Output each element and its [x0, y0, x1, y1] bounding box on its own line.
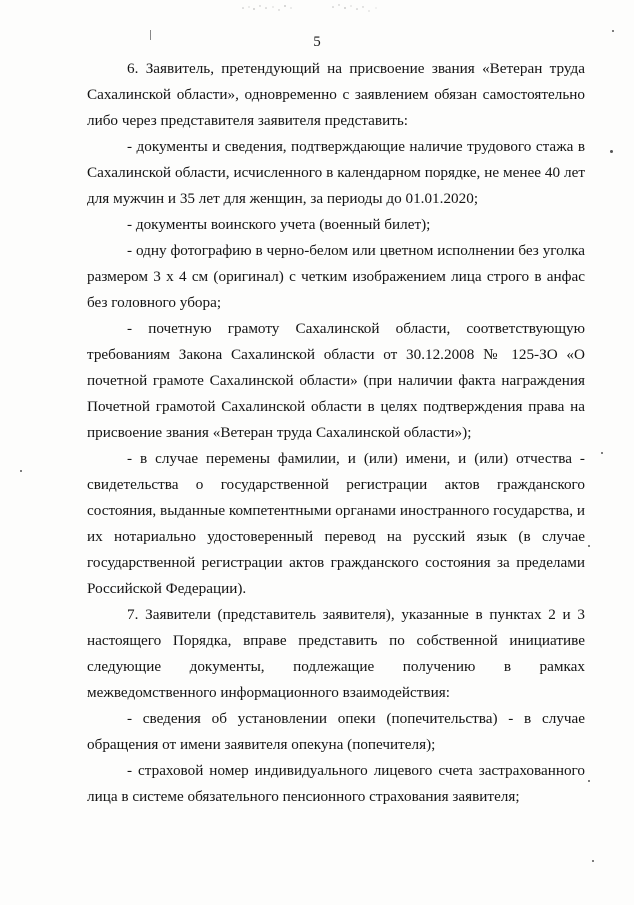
list-item: - в случае перемены фамилии, и (или) имени, и (или) отчества - свидетельства о государственной регистрации актов гражданского состояния, выданные компетентными органами иностранного государства, и их нотариально удостоверенный перевод на русский язык (в случае государственной регистрации актов гражданского состояния за пределами Российской Федерации). [87, 450, 585, 597]
scan-speck [592, 860, 594, 862]
list-item: - страховой номер индивидуального лицевого счета застрахованного лица в системе обязательного пенсионного страхования заявителя; [87, 762, 585, 805]
scan-speck [612, 30, 614, 32]
paragraph-item-6: 6. Заявитель, претендующий на присвоение звания «Ветеран труда Сахалинской области», одновременно с заявлением обязан самостоятельно либо через представителя заявителя представить: [87, 60, 585, 129]
paragraph-item-7: 7. Заявители (представитель заявителя), указанные в пунктах 2 и 3 настоящего Порядка, вправе представить по собственной инициативе следующие документы, подлежащие получению в рамках межведомственного информационного взаимодействия: [87, 606, 585, 701]
scan-speck [588, 780, 590, 782]
list-item: - документы и сведения, подтверждающие наличие трудового стажа в Сахалинской области, исчисленного в календарном порядке, не менее 40 лет для мужчин и 35 лет для женщин, за периоды до 01.01.2020; [87, 138, 585, 207]
list-item: - документы воинского учета (военный билет); [127, 216, 431, 233]
list-item: - почетную грамоту Сахалинской области, соответствующую требованиям Закона Сахалинской области от 30.12.2008 № 125-ЗО «О почетной грамоте Сахалинской области» (при наличии факта награждения Почетной грамотой Сахалинской области в целях подтверждения права на присвоение звания «Ветеран труда Сахалинской области»); [87, 320, 585, 441]
document-body [87, 56, 585, 810]
list-item: - сведения об установлении опеки (попечительства) - в случае обращения от имени заявителя опекуна (попечителя); [87, 710, 585, 753]
scan-speck [588, 545, 590, 547]
page-number: 5 [313, 34, 321, 50]
scan-speck [20, 470, 22, 472]
scan-speck [601, 452, 603, 454]
scan-artifact [235, 2, 395, 16]
scan-speck [610, 150, 613, 153]
list-item: - одну фотографию в черно-белом или цветном исполнении без уголка размером 3 х 4 см (оригинал) с четким изображением лица строго в анфас без головного убора; [87, 242, 585, 311]
